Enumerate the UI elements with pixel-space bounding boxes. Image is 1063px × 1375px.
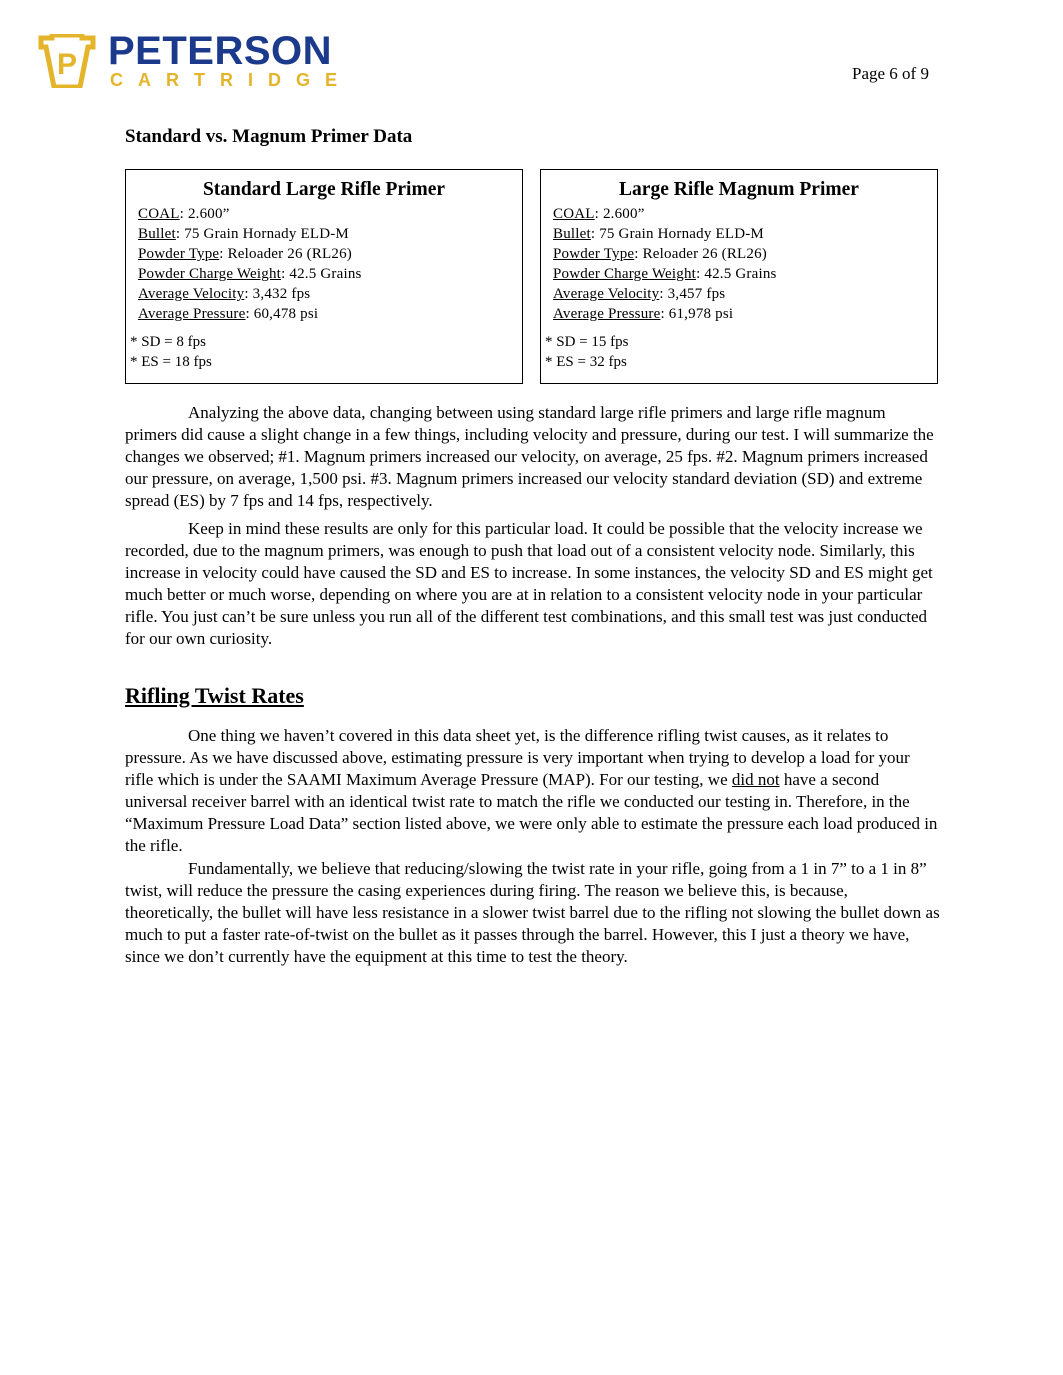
box-title: Standard Large Rifle Primer <box>202 179 446 200</box>
spec-value: : 75 Grain Hornady ELD-M <box>175 226 349 242</box>
logo-brand-bottom: CARTRIDGE <box>110 70 352 90</box>
spec-label: Bullet <box>553 226 591 242</box>
spec-row-coal <box>138 204 522 224</box>
paragraph-text: Analyzing the above data, changing between using standard large rifle primers and large rifle magnum primers did cause a slight change in a few things, including velocity and pressure, during our test. I will summarize the changes we observed; #1. Magnum primers increased our velocity, on average, 25 fps. #2. Magnum primers increased our pressure, on average, 1,500 psi. #3. Magnum primers increased our velocity standard deviation (SD) and extreme spread (ES) by 7 fps and 14 fps, respectively. <box>125 403 934 510</box>
analysis-paragraph <box>125 402 940 512</box>
spec-label: Average Velocity <box>553 286 660 302</box>
spec-row-powder-charge <box>138 264 522 284</box>
spec-row-powder-charge <box>553 264 937 284</box>
logo-brand-top: PETERSON <box>108 29 333 73</box>
emphasis-did-not: did not <box>731 770 780 789</box>
magnum-primer-box <box>540 169 938 384</box>
spec-value: : 42.5 Grains <box>281 266 362 282</box>
box-title: Large Rifle Magnum Primer <box>619 179 859 200</box>
page-content <box>125 126 940 968</box>
spec-value: : 61,978 psi <box>660 306 734 322</box>
spec-label: Average Pressure <box>553 306 661 322</box>
spec-value: : 2.600” <box>179 206 230 222</box>
paragraph-text: One thing we haven’t covered in this data sheet yet, is the difference rifling twist causes, as it relates to pressure. As we have discussed above, estimating pressure is very important when trying to develop a load for your rifle which is under the SAAMI Maximum Average Pressure (MAP). For our testing, we <box>125 726 910 789</box>
spec-value: : 42.5 Grains <box>696 266 777 282</box>
note-es: * ES = 18 fps <box>130 354 212 370</box>
spec-row-bullet <box>138 224 522 244</box>
note-sd: * SD = 15 fps <box>545 334 629 350</box>
spec-label: COAL <box>553 206 595 222</box>
spec-label: Bullet <box>138 226 176 242</box>
spec-value: : 75 Grain Hornady ELD-M <box>590 226 764 242</box>
spec-value: : 2.600” <box>594 206 645 222</box>
spec-label: COAL <box>138 206 180 222</box>
page-number: Page 6 of 9 <box>852 64 929 83</box>
note-sd: * SD = 8 fps <box>130 334 206 350</box>
keystone-logo-icon <box>38 34 96 88</box>
spec-value: : 3,457 fps <box>659 286 726 302</box>
caveat-paragraph <box>125 518 940 650</box>
section-title: Standard vs. Magnum Primer Data <box>125 126 413 147</box>
company-logo <box>38 29 368 90</box>
primer-comparison <box>125 169 940 384</box>
spec-value: : Reloader 26 (RL26) <box>634 246 767 262</box>
spec-row-pressure <box>138 304 522 324</box>
spec-label: Powder Charge Weight <box>138 266 282 282</box>
spec-row-coal <box>553 204 937 224</box>
spec-value: : 60,478 psi <box>245 306 319 322</box>
spec-label: Powder Charge Weight <box>553 266 697 282</box>
paragraph-text: Keep in mind these results are only for this particular load. It could be possible that the velocity increase we recorded, due to the magnum primers, was enough to push that load out of a consistent velocity node. Similarly, this increase in velocity could have caused the SD and ES to increase. In some instances, the velocity SD and ES might get much better or much worse, depending on where you are at in relation to a consistent velocity node in your particular rifle. You just can’t be sure unless you run all of the different test combinations, and this small test was just conducted for our own curiosity. <box>125 519 933 648</box>
spec-label: Average Pressure <box>138 306 246 322</box>
spec-label: Powder Type <box>138 246 220 262</box>
spec-label: Powder Type <box>553 246 635 262</box>
paragraph-text: have a second universal receiver barrel with an identical twist rate to match the rifle we conducted our testing in. Therefore, in the “Maximum Pressure Load Data” section listed above, we were only able to estimate the pressure each load produced in the rifle. <box>125 770 938 855</box>
spec-row-powder-type <box>138 244 522 264</box>
note-es: * ES = 32 fps <box>545 354 627 370</box>
paragraph-text: Fundamentally, we believe that reducing/slowing the twist rate in your rifle, going from a 1 in 7” to a 1 in 8” twist, will reduce the pressure the casing experiences during firing. The reason we believe this, is because, theoretically, the bullet will have less resistance in a slower twist barrel due to the rifling not slowing the bullet down as much to put a faster rate-of-twist on the bullet as it passes through the barrel. However, this I just a theory we have, since we don’t currently have the equipment at this time to test the theory. <box>125 859 940 966</box>
rifling-paragraph-1 <box>125 725 940 857</box>
rifling-heading: Rifling Twist Rates <box>125 683 304 708</box>
spec-row-velocity <box>553 284 937 304</box>
spec-label: Average Velocity <box>138 286 245 302</box>
spec-row-bullet <box>553 224 937 244</box>
spec-value: : 3,432 fps <box>244 286 311 302</box>
standard-primer-box <box>125 169 523 384</box>
spec-row-pressure <box>553 304 937 324</box>
rifling-paragraph-2 <box>125 858 940 968</box>
spec-value: : Reloader 26 (RL26) <box>219 246 352 262</box>
spec-row-powder-type <box>553 244 937 264</box>
logo-mark-letter: P <box>56 48 78 81</box>
spec-row-velocity <box>138 284 522 304</box>
